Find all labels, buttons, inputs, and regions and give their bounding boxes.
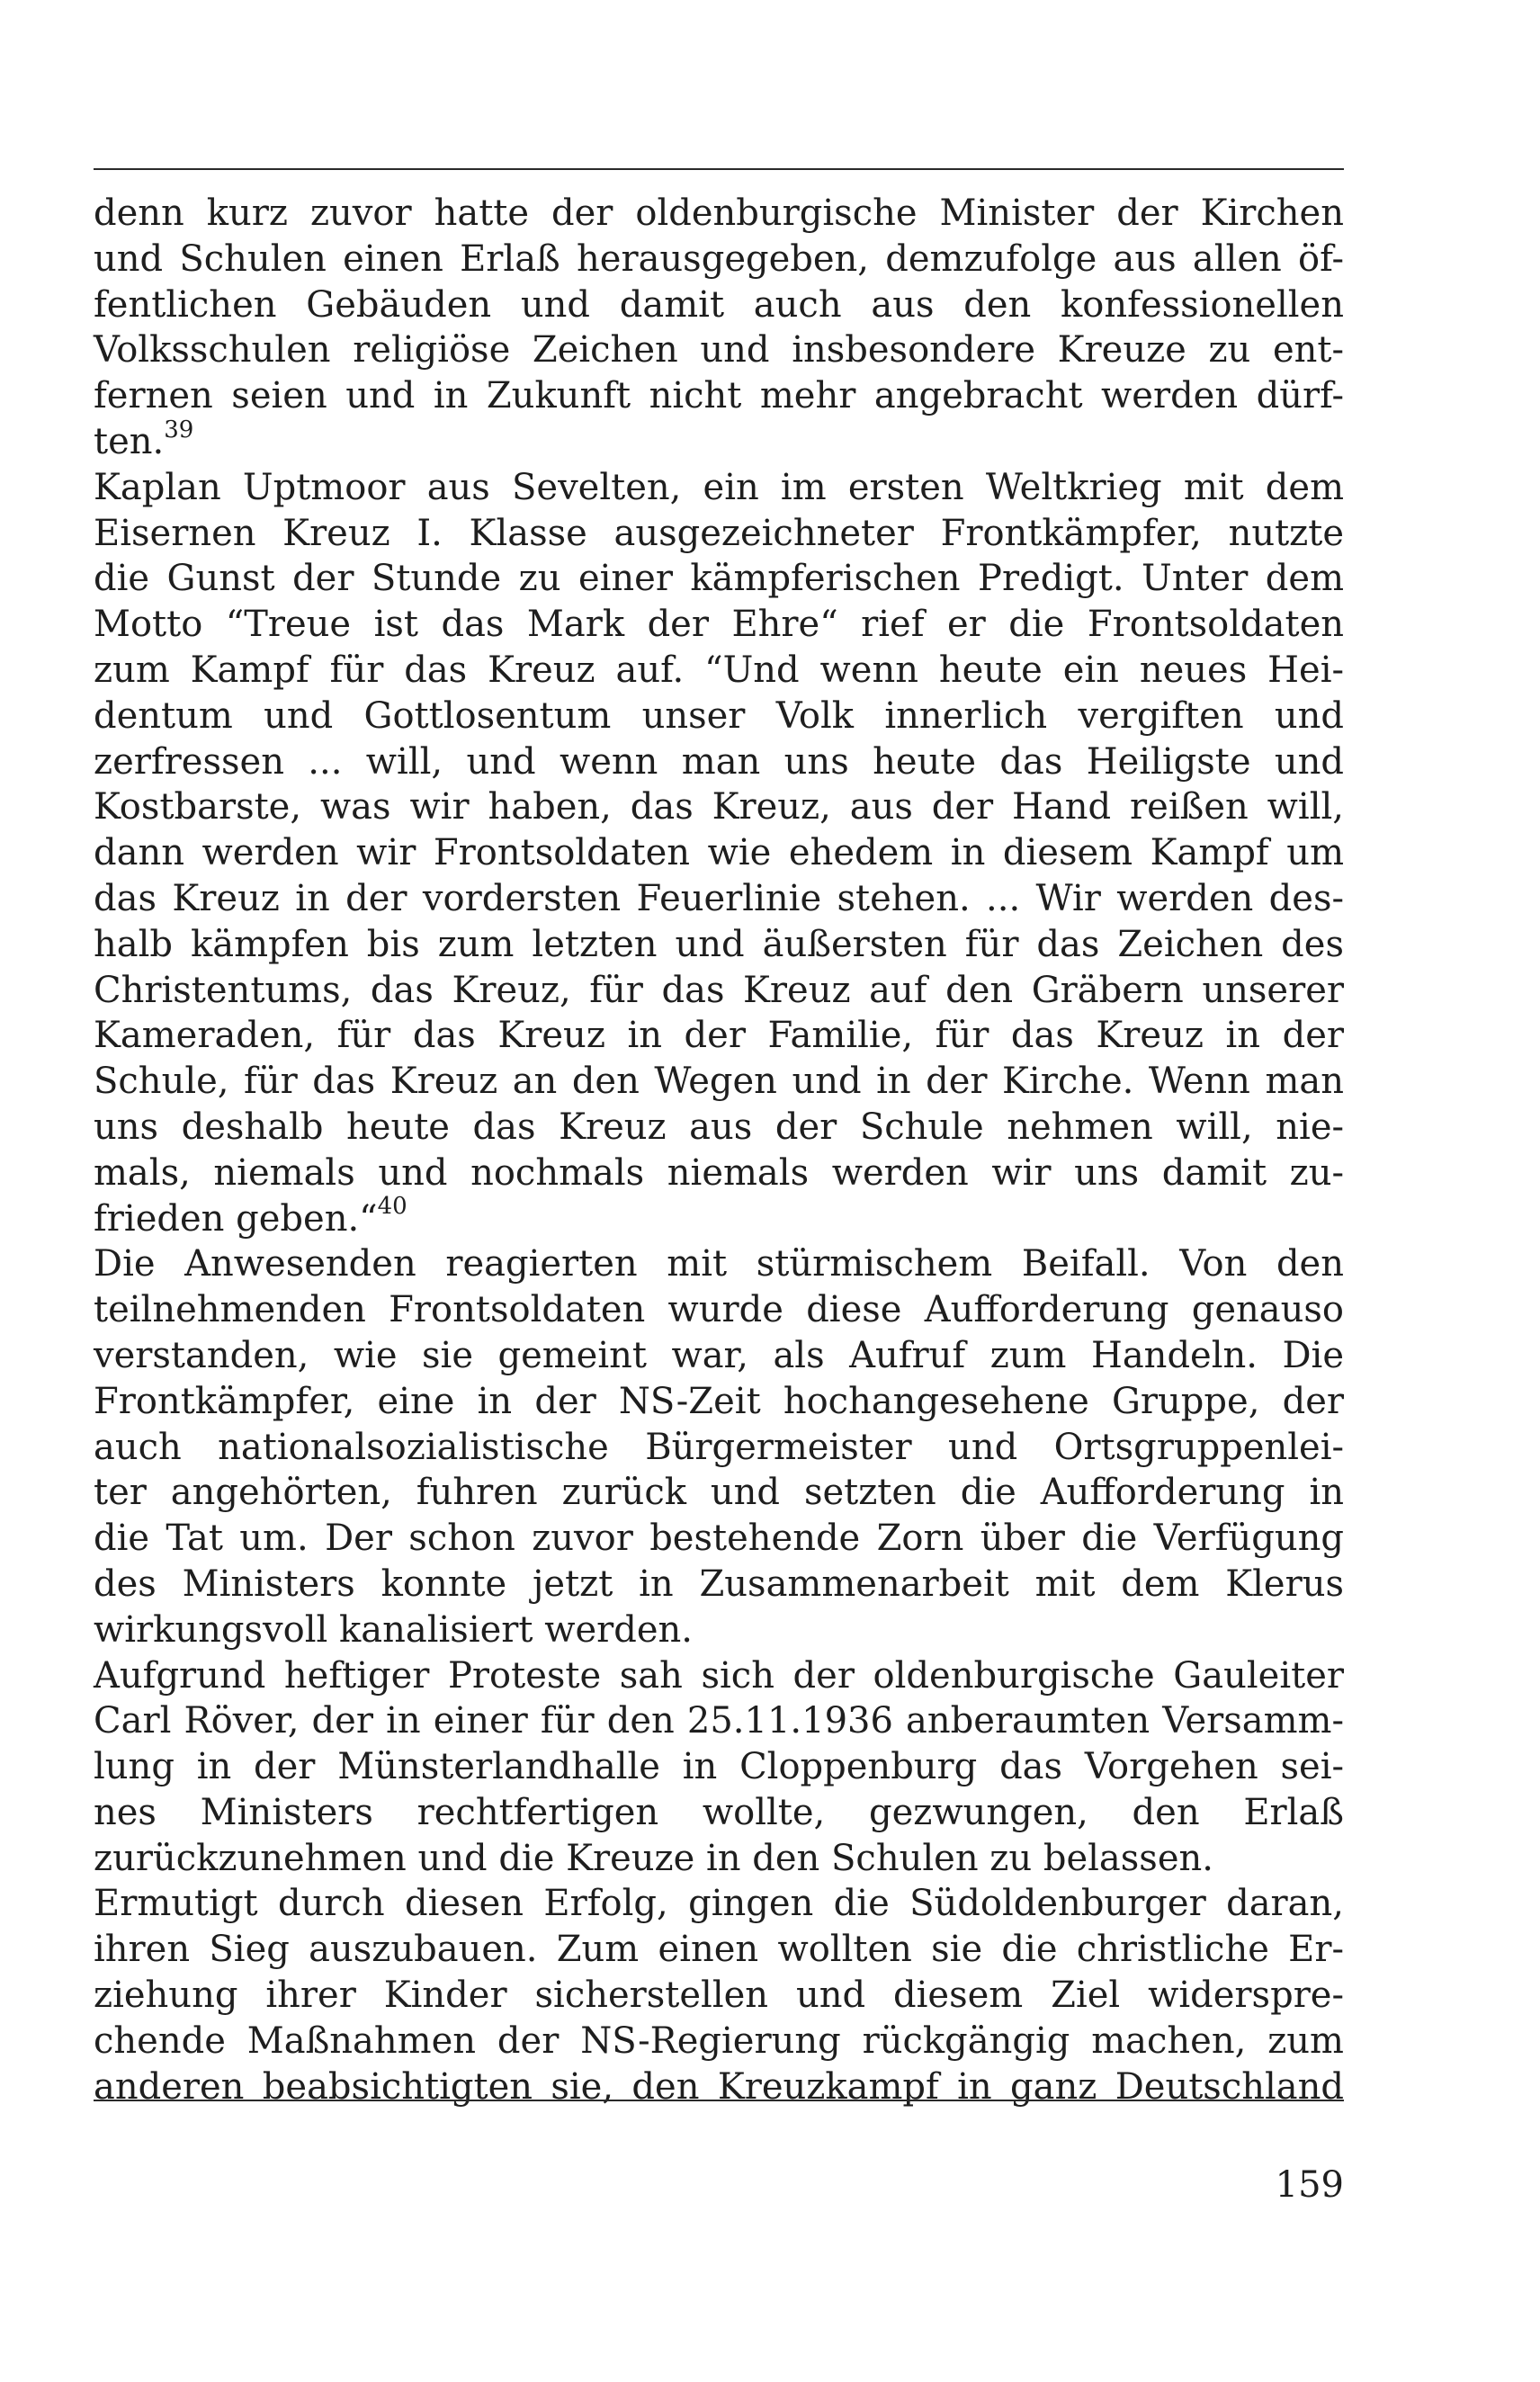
text-line-content: chende Maßnahmen der NS-Regierung rückgängig machen, zum (94, 2019, 1344, 2062)
text-line-content: die Tat um. Der schon zuvor bestehende Zorn über die Verfügung (94, 1518, 1344, 1560)
text-line-content: fentlichen Gebäuden und damit auch aus den konfessionellen (94, 283, 1344, 326)
text-line (94, 1059, 1344, 1105)
text-line (94, 694, 1344, 739)
footnote-reference: 39 (164, 416, 194, 443)
body-text (94, 191, 1344, 2109)
text-line-content: Die Anwesenden reagierten mit stürmischem Beifall. Von den (94, 1243, 1344, 1285)
text-line (94, 1193, 1344, 1242)
text-line (94, 830, 1344, 876)
text-line-content: mals, niemals und nochmals niemals werden wir uns damit zu- (94, 1151, 1344, 1194)
text-line (94, 739, 1344, 785)
text-line-content: zum Kampf für das Kreuz auf. “Und wenn heute ein neues Hei- (94, 649, 1344, 691)
text-line-content: lung in der Münsterlandhalle in Cloppenburg das Vorgehen sei- (94, 1746, 1344, 1788)
text-line-content: nes Ministers rechtfertigen wollte, gezwungen, den Erlaß (94, 1791, 1344, 1833)
text-line (94, 1653, 1344, 1699)
text-line (94, 602, 1344, 648)
text-line (94, 416, 1344, 465)
text-line-content: dentum und Gottlosentum unser Volk innerlich vergiften und (94, 694, 1344, 737)
text-line (94, 2019, 1344, 2064)
text-line (94, 1744, 1344, 1790)
text-line (94, 1562, 1344, 1607)
text-line-content: Volksschulen religiöse Zeichen und insbesondere Kreuze zu ent- (94, 329, 1344, 372)
text-line-content: Aufgrund heftiger Proteste sah sich der oldenburgische Gauleiter (94, 1654, 1344, 1697)
text-line (94, 1836, 1344, 1882)
text-line-content: des Ministers konnte jetzt in Zusammenarbeit mit dem Klerus (94, 1563, 1344, 1605)
text-line-content: Frontkämpfer, eine in der NS-Zeit hochangesehene Gruppe, der (94, 1380, 1344, 1422)
bottom-rule (94, 2100, 1344, 2101)
text-line-content: die Gunst der Stunde zu einer kämpferischen Predigt. Unter dem (94, 558, 1344, 600)
text-line-content: anderen beabsichtigten sie, den Kreuzkampf in ganz Deutschland (94, 2065, 1344, 2108)
text-line (94, 1013, 1344, 1059)
text-line-content: fernen seien und in Zukunft nicht mehr angebracht werden dürf- (94, 375, 1344, 417)
text-line (94, 511, 1344, 557)
text-line (94, 1333, 1344, 1379)
text-line-content: Kameraden, für das Kreuz in der Familie, für das Kreuz in der (94, 1015, 1344, 1057)
text-line-content: halb kämpfen bis zum letzten und äußersten für das Zeichen des (94, 923, 1344, 965)
text-line (94, 1151, 1344, 1196)
text-line-content: Carl Röver, der in einer für den 25.11.1936 anberaumten Versamm- (94, 1700, 1344, 1742)
text-line-content: Schule, für das Kreuz an den Wegen und in der Kirche. Wenn man (94, 1061, 1344, 1103)
text-line-content: Eisernen Kreuz I. Klasse ausgezeichneter Frontkämpfer, nutzte (94, 512, 1344, 554)
text-line (94, 1973, 1344, 2019)
text-line-content: denn kurz zuvor hatte der oldenburgische Minister der Kirchen (94, 193, 1344, 234)
text-line (94, 1881, 1344, 1927)
text-line (94, 282, 1344, 328)
text-line (94, 922, 1344, 968)
text-line (94, 1105, 1344, 1151)
text-line (94, 1927, 1344, 1973)
text-line-content: wirkungsvoll kanalisiert werden. (94, 1608, 693, 1651)
text-line-content: ter angehörten, fuhren zurück und setzten die Aufforderung in (94, 1472, 1344, 1514)
text-line-content: zerfressen ... will, und wenn man uns heute das Heiligste und (94, 740, 1344, 783)
text-line (94, 1425, 1344, 1471)
text-line-content: frieden geben.“ (94, 1197, 378, 1240)
text-line-content: Ermutigt durch diesen Erfolg, gingen die Südoldenburger daran, (94, 1883, 1344, 1925)
text-line-content: dann werden wir Frontsoldaten wie ehedem in diesem Kampf um (94, 832, 1344, 874)
text-line-content: Kostbarste, was wir haben, das Kreuz, aus der Hand reißen will, (94, 786, 1344, 828)
text-line (94, 2064, 1344, 2110)
text-line (94, 327, 1344, 373)
text-line (94, 876, 1344, 922)
text-line-content: ihren Sieg auszubauen. Zum einen wollten sie die christliche Er- (94, 1929, 1344, 1971)
text-line-content: zurückzunehmen und die Kreuze in den Schulen zu belassen. (94, 1837, 1213, 1879)
text-line-content: auch nationalsozialistische Bürgermeister und Ortsgruppenlei- (94, 1426, 1344, 1468)
text-line (94, 1470, 1344, 1516)
text-line-content: ten. (94, 420, 165, 462)
text-line-content: das Kreuz in der vordersten Feuerlinie stehen. ... Wir werden des- (94, 877, 1344, 919)
text-line (94, 237, 1344, 282)
text-line (94, 1241, 1344, 1287)
text-line (94, 1607, 1344, 1653)
text-line (94, 784, 1344, 830)
text-line (94, 373, 1344, 419)
footnote-reference: 40 (377, 1193, 407, 1221)
text-line-content: Kaplan Uptmoor aus Sevelten, ein im ersten Weltkrieg mit dem (94, 466, 1344, 508)
top-rule (94, 168, 1344, 170)
text-line (94, 191, 1344, 237)
text-line-content: Christentums, das Kreuz, für das Kreuz auf den Gräbern unserer (94, 969, 1344, 1011)
text-line (94, 556, 1344, 602)
text-line (94, 648, 1344, 694)
text-line (94, 1287, 1344, 1333)
text-line (94, 1516, 1344, 1562)
text-line (94, 465, 1344, 511)
text-line (94, 1698, 1344, 1744)
text-line-content: ziehung ihrer Kinder sicherstellen und diesem Ziel widerspre- (94, 1975, 1344, 2017)
text-line-content: uns deshalb heute das Kreuz aus der Schule nehmen will, nie- (94, 1106, 1344, 1148)
text-line (94, 1790, 1344, 1836)
text-line-content: und Schulen einen Erlaß herausgegeben, demzufolge aus allen öf- (94, 237, 1344, 280)
text-line (94, 968, 1344, 1014)
text-line-content: teilnehmenden Frontsoldaten wurde diese Aufforderung genauso (94, 1289, 1344, 1331)
page-number: 159 (1275, 2164, 1344, 2206)
text-line (94, 1379, 1344, 1425)
text-line-content: verstanden, wie sie gemeint war, als Aufruf zum Handeln. Die (94, 1334, 1344, 1376)
text-line-content: Motto “Treue ist das Mark der Ehre“ rief er die Frontsoldaten (94, 604, 1344, 646)
